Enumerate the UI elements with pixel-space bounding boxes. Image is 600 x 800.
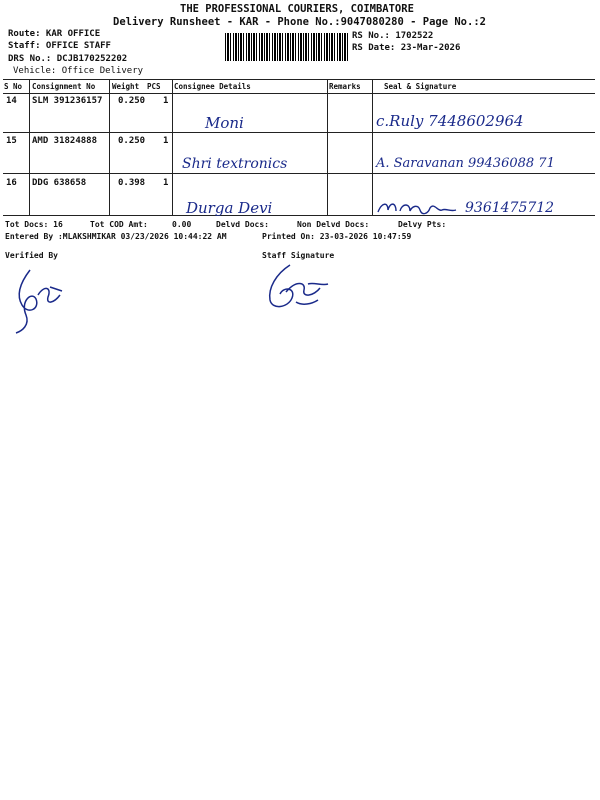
staff-signature xyxy=(262,262,337,312)
rs-date: RS Date: 23-Mar-2026 xyxy=(352,43,461,53)
row-consignee-handwriting: Durga Devi xyxy=(186,199,273,217)
row-weight: 0.250 xyxy=(118,136,146,146)
total-cod-value: 0.00 xyxy=(172,220,192,229)
row-rule xyxy=(3,173,595,174)
row-sno: 16 xyxy=(6,178,17,188)
col-header-consignment: Consignment No xyxy=(32,82,96,91)
row-weight: 0.398 xyxy=(118,178,146,188)
total-cod-label: Tot COD Amt: xyxy=(90,220,148,229)
col-header-seal: Seal & Signature xyxy=(384,82,457,91)
table-top-rule xyxy=(3,79,595,80)
company-name: THE PROFESSIONAL COURIERS, COIMBATORE xyxy=(180,3,414,15)
col-divider xyxy=(372,79,373,215)
row-consignment: DDG 638658 xyxy=(32,178,87,188)
row-weight: 0.250 xyxy=(118,96,146,106)
row-signature-handwriting: c.Ruly 7448602964 xyxy=(376,112,524,130)
row-signature-handwriting: A. Saravanan 99436088 71 xyxy=(376,156,555,171)
col-header-pcs: PCS xyxy=(147,82,161,91)
non-delivered-docs: Non Delvd Docs: xyxy=(297,220,370,229)
col-divider xyxy=(327,79,328,215)
row-consignment: AMD 31824888 xyxy=(32,136,98,146)
entered-by: Entered By :MLAKSHMIKAR 03/23/2026 10:44:22 AM xyxy=(5,232,227,241)
verified-by-label: Verified By xyxy=(5,251,58,260)
barcode xyxy=(225,33,349,61)
col-divider xyxy=(172,79,173,215)
staff-label: Staff: OFFICE STAFF xyxy=(8,41,111,51)
vehicle-label: Vehicle: Office Delivery xyxy=(13,66,144,76)
drs-number: DRS No.: DCJB170252202 xyxy=(8,54,128,64)
verifier-signature xyxy=(10,265,70,337)
rs-number: RS No.: 1702522 xyxy=(352,31,434,41)
delivered-docs: Delvd Docs: xyxy=(216,220,269,229)
col-header-consignee: Consignee Details xyxy=(174,82,251,91)
tamil-signature-scribble xyxy=(376,198,466,220)
col-header-sno: S No xyxy=(4,82,23,91)
col-divider xyxy=(109,79,110,215)
row-rule xyxy=(3,132,595,133)
row-consignment: SLM 391236157 xyxy=(32,96,103,106)
row-consignee-handwriting: Shri textronics xyxy=(182,156,288,172)
printed-on: Printed On: 23-03-2026 10:47:59 xyxy=(262,232,412,241)
runsheet-title: Delivery Runsheet - KAR - Phone No.:9047080280 - Page No.:2 xyxy=(113,16,486,28)
delivery-points: Delvy Pts: xyxy=(398,220,447,229)
row-sno: 14 xyxy=(6,96,17,106)
row-sno: 15 xyxy=(6,136,17,146)
total-docs: Tot Docs: 16 xyxy=(5,220,63,229)
row-pcs: 1 xyxy=(163,96,169,106)
row-signature-handwriting: 9361475712 xyxy=(465,200,555,216)
row-pcs: 1 xyxy=(163,136,169,146)
col-header-weight: Weight xyxy=(112,82,140,91)
col-header-remarks: Remarks xyxy=(329,82,361,91)
route-label: Route: KAR OFFICE xyxy=(8,29,101,39)
row-consignee-handwriting: Moni xyxy=(205,114,244,132)
staff-signature-label: Staff Signature xyxy=(262,251,335,260)
row-pcs: 1 xyxy=(163,178,169,188)
table-header-rule xyxy=(3,93,595,94)
col-divider xyxy=(29,79,30,215)
